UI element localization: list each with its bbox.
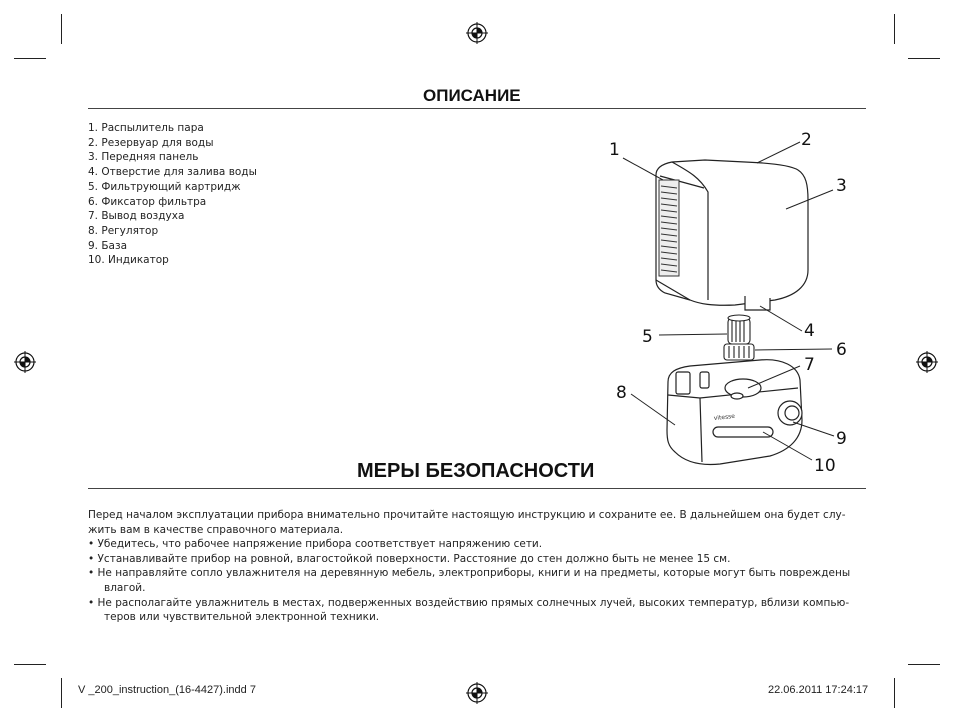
footer-timestamp: 22.06.2011 17:24:17 — [768, 684, 869, 696]
list-item: 9. База — [88, 239, 128, 252]
callout-number: 1 — [609, 140, 620, 160]
safety-intro-line: Перед началом эксплуатации прибора внимательно прочитайте настоящую инструкцию и сохраните ее. В дальнейшем она будет слу- — [88, 509, 846, 521]
humidifier-diagram — [600, 120, 870, 475]
safety-bullet: • Не располагайте увлажнитель в местах, подверженных воздействию прямых солнечных лучей, высоких температур, вблизи компью- теров или чувствительной электронной техники. — [88, 596, 850, 624]
list-item: 8. Регулятор — [88, 224, 159, 237]
safety-title: МЕРЫ БЕЗОПАСНОСТИ — [357, 460, 595, 482]
description-rule — [88, 108, 866, 109]
callout-number: 9 — [836, 429, 847, 449]
crop-mark-bottom-right-v — [894, 678, 895, 708]
brand-logo: vitesse — [713, 412, 736, 422]
crop-mark-top-left-v — [61, 14, 62, 44]
callout-number: 7 — [804, 355, 815, 375]
filter-cartridge — [724, 315, 754, 360]
crop-mark-bottom-left-h — [14, 664, 46, 665]
safety-rule — [88, 488, 866, 489]
crop-mark-bottom-right-h — [908, 664, 940, 665]
registration-mark-icon — [916, 351, 938, 373]
registration-mark-icon — [466, 22, 488, 44]
safety-intro-line: жить вам в качестве справочного материала. — [88, 523, 344, 536]
list-item: 6. Фиксатор фильтра — [88, 195, 207, 208]
crop-mark-bottom-left-v — [61, 678, 62, 708]
list-item: 1. Распылитель пара — [88, 122, 204, 134]
crop-mark-top-right-h — [908, 58, 940, 59]
list-item: 5. Фильтрующий картридж — [88, 180, 241, 193]
steam-grille — [659, 180, 679, 276]
crop-mark-top-right-v — [894, 14, 895, 44]
callout-number: 10 — [814, 456, 836, 475]
callout-number: 3 — [836, 176, 847, 196]
list-item: 7. Вывод воздуха — [88, 210, 185, 223]
callout-number: 2 — [801, 130, 812, 150]
registration-mark-icon — [14, 351, 36, 373]
list-item: 10. Индикатор — [88, 254, 169, 267]
list-item: 4. Отверстие для залива воды — [88, 166, 257, 179]
callout-number: 4 — [804, 321, 815, 341]
footer-filename: V _200_instruction_(16-4427).indd 7 — [78, 684, 256, 696]
safety-text — [88, 508, 868, 625]
callout-number: 6 — [836, 340, 847, 360]
registration-mark-icon — [466, 682, 488, 704]
crop-mark-top-left-h — [14, 58, 46, 59]
callout-number: 8 — [616, 383, 627, 403]
list-item: 3. Передняя панель — [88, 151, 199, 164]
safety-bullet: • Устанавливайте прибор на ровной, влагостойкой поверхности. Расстояние до стен должно быть не менее 15 см. — [88, 552, 731, 565]
list-item: 2. Резервуар для воды — [88, 136, 214, 149]
description-title: ОПИСАНИЕ — [423, 86, 521, 105]
safety-bullet: • Убедитесь, что рабочее напряжение прибора соответствует напряжению сети. — [88, 538, 543, 551]
parts-list — [88, 121, 257, 268]
callout-number: 5 — [642, 327, 653, 347]
safety-bullet: • Не направляйте сопло увлажнителя на деревянную мебель, электроприборы, книги и на предметы, которые могут быть повреждены влагой. — [88, 567, 851, 594]
